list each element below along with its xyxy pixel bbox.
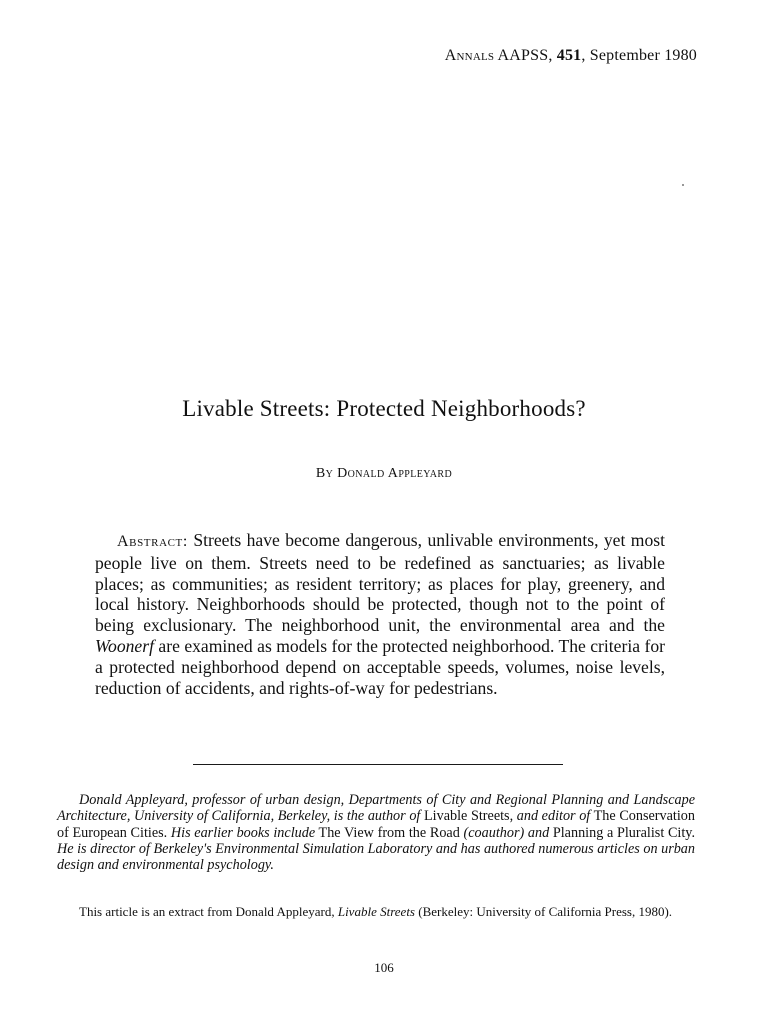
bio-book-4: Planning a Pluralist City. — [549, 824, 696, 841]
author-bio — [57, 792, 695, 873]
abstract — [95, 530, 665, 698]
byline — [0, 466, 768, 482]
bio-text-5: He is director of Berkeley's Environmental Simulation Laboratory and has authored numerous articles on urban design and environmental psychology. — [57, 840, 695, 874]
article-title: Livable Streets: Protected Neighborhoods? — [182, 396, 586, 421]
running-head — [445, 47, 697, 65]
bio-book-3: The View from the Road — [315, 824, 464, 841]
issue-date: , September 1980 — [581, 47, 697, 64]
byline-prefix: By — [315, 466, 334, 481]
author-name: Donald Appleyard — [337, 466, 453, 481]
bio-text-4: (coauthor) and — [463, 824, 550, 841]
bio-text-1: Donald Appleyard, professor of urban design, Departments of City and Regional Planning and Landscape Architecture, University of California, Berkeley, is the author of — [57, 792, 695, 825]
section-divider — [193, 764, 563, 765]
abstract-text-part-1: Streets have become dangerous, unlivable environments, yet most people live on them. Streets need to be redefined as sanctuaries; as livable places; as communities; as resident territory; as places for play, greenery, and local history. Neighborhoods should be protected, though not to the point of being exclusionary. The neighborhood unit, the environmental area and the — [95, 530, 665, 636]
page-number: 106 — [374, 960, 394, 975]
note-book-title: Livable Streets — [337, 904, 415, 919]
scan-speck — [682, 184, 684, 186]
abstract-woonerf-term: Woonerf — [95, 635, 154, 656]
note-text-1: This article is an extract from Donald Appleyard, — [79, 904, 338, 919]
bio-book-2: The Conservation of European Cities. — [57, 808, 695, 841]
abstract-label: Abstract: — [117, 533, 188, 550]
journal-name: Annals — [444, 47, 495, 64]
bio-text-3: His earlier books include — [170, 824, 316, 841]
bio-book-1: Livable Streets, — [420, 808, 517, 825]
abstract-text-part-2: are examined as models for the protected neighborhood. The criteria for a protected neighborhood depend on acceptable speeds, volumes, noise levels, reduction of accidents, and rights-of-way for pedestrians. — [95, 635, 665, 698]
note-text-2: (Berkeley: University of California Press, 1980). — [415, 904, 673, 919]
society-name: AAPSS, — [497, 47, 553, 64]
bio-text-2: and editor of — [516, 808, 591, 825]
volume-number: 451 — [556, 47, 582, 64]
source-note — [57, 904, 695, 920]
